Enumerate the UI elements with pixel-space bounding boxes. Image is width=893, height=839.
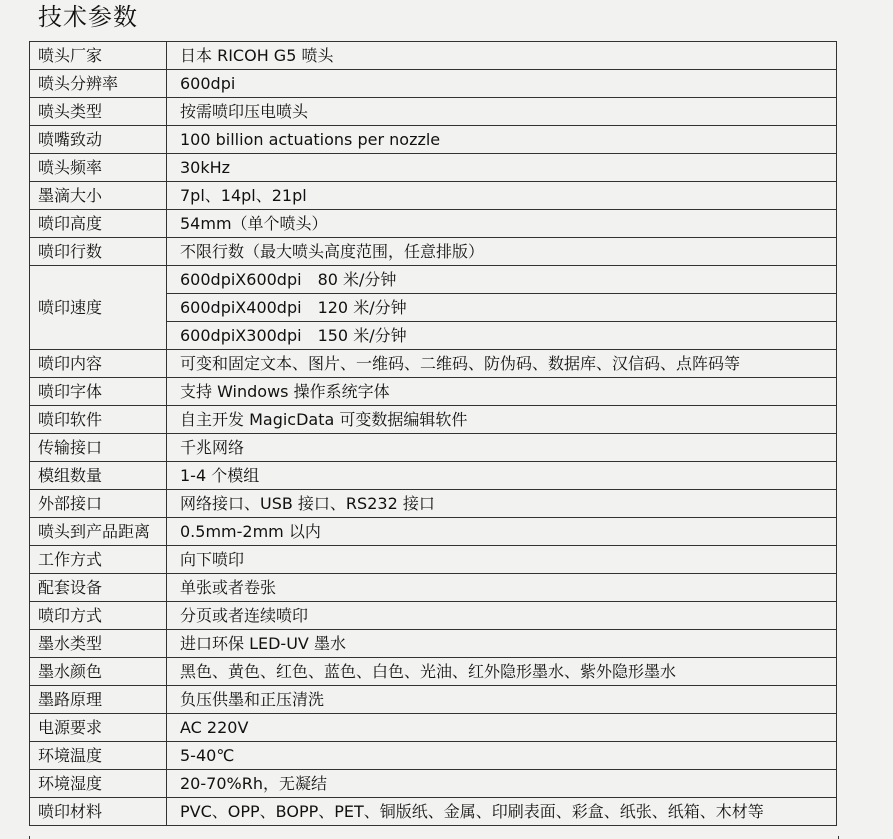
param-value: 自主开发 MagicData 可变数据编辑软件	[167, 406, 837, 434]
param-value: 网络接口、USB 接口、RS232 接口	[167, 490, 837, 518]
param-value: 1-4 个模组	[167, 462, 837, 490]
speed-option	[167, 294, 837, 322]
table-row	[30, 70, 837, 98]
speed-resolution: 600dpiX300dpi	[180, 325, 302, 345]
table-row	[30, 462, 837, 490]
table-row	[30, 350, 837, 378]
table-row	[30, 154, 837, 182]
table-row	[30, 518, 837, 546]
table-row	[30, 630, 837, 658]
table-row	[30, 98, 837, 126]
speed-resolution: 600dpiX400dpi	[180, 297, 302, 317]
table-row	[30, 490, 837, 518]
table-row	[30, 686, 837, 714]
param-name: 模组数量	[30, 462, 167, 490]
param-name: 配套设备	[30, 574, 167, 602]
page-title: 技术参数	[38, 3, 138, 31]
param-name: 传输接口	[30, 434, 167, 462]
param-name: 喷头类型	[30, 98, 167, 126]
table-row	[30, 742, 837, 770]
param-value: 单张或者卷张	[167, 574, 837, 602]
table-row	[30, 658, 837, 686]
param-value: 负压供墨和正压清洗	[167, 686, 837, 714]
param-name: 墨滴大小	[30, 182, 167, 210]
param-name: 喷印方式	[30, 602, 167, 630]
param-name-speed: 喷印速度	[30, 266, 167, 350]
param-value: 支持 Windows 操作系统字体	[167, 378, 837, 406]
table-row	[30, 406, 837, 434]
param-name: 墨水类型	[30, 630, 167, 658]
table-row	[30, 378, 837, 406]
param-value: 进口环保 LED-UV 墨水	[167, 630, 837, 658]
param-value: 日本 RICOH G5 喷头	[167, 42, 837, 70]
param-name: 墨路原理	[30, 686, 167, 714]
param-name: 喷印软件	[30, 406, 167, 434]
param-value: 20-70%Rh，无凝结	[167, 770, 837, 798]
param-name: 喷印高度	[30, 210, 167, 238]
param-name: 喷头厂家	[30, 42, 167, 70]
param-value: 按需喷印压电喷头	[167, 98, 837, 126]
param-value: 不限行数（最大喷头高度范围，任意排版）	[167, 238, 837, 266]
table-row	[30, 798, 837, 826]
table-row	[30, 182, 837, 210]
param-name: 电源要求	[30, 714, 167, 742]
param-name: 外部接口	[30, 490, 167, 518]
param-value: 600dpi	[167, 70, 837, 98]
param-value: AC 220V	[167, 714, 837, 742]
param-value: 5-40℃	[167, 742, 837, 770]
param-name: 喷印行数	[30, 238, 167, 266]
param-name: 喷印内容	[30, 350, 167, 378]
table-row	[30, 714, 837, 742]
speed-value: 150 米/分钟	[317, 325, 407, 345]
param-name: 喷头到产品距离	[30, 518, 167, 546]
param-value: 7pl、14pl、21pl	[167, 182, 837, 210]
param-value: 分页或者连续喷印	[167, 602, 837, 630]
param-name: 工作方式	[30, 546, 167, 574]
param-value: 千兆网络	[167, 434, 837, 462]
speed-value: 120 米/分钟	[317, 297, 407, 317]
table-row	[30, 574, 837, 602]
table-row	[30, 546, 837, 574]
table-row-speed	[30, 266, 837, 294]
table-row	[30, 238, 837, 266]
speed-resolution: 600dpiX600dpi	[180, 269, 302, 289]
table-row	[30, 42, 837, 70]
param-value: 黑色、黄色、红色、蓝色、白色、光油、红外隐形墨水、紫外隐形墨水	[167, 658, 837, 686]
spec-table	[29, 41, 837, 826]
param-name: 喷头频率	[30, 154, 167, 182]
param-name: 喷嘴致动	[30, 126, 167, 154]
param-name: 喷头分辨率	[30, 70, 167, 98]
table-row	[30, 126, 837, 154]
param-value: 向下喷印	[167, 546, 837, 574]
table-row	[30, 770, 837, 798]
param-value: 30kHz	[167, 154, 837, 182]
speed-option	[167, 322, 837, 350]
param-name: 环境湿度	[30, 770, 167, 798]
param-name: 喷印字体	[30, 378, 167, 406]
table-row	[30, 210, 837, 238]
param-value: 0.5mm-2mm 以内	[167, 518, 837, 546]
param-name: 喷印材料	[30, 798, 167, 826]
param-name: 环境温度	[30, 742, 167, 770]
table-row	[30, 434, 837, 462]
spec-table-body	[30, 42, 837, 826]
param-value: 100 billion actuations per nozzle	[167, 126, 837, 154]
param-name: 墨水颜色	[30, 658, 167, 686]
param-value: 54mm（单个喷头）	[167, 210, 837, 238]
table-row	[30, 602, 837, 630]
speed-value: 80 米/分钟	[317, 269, 397, 289]
speed-option	[167, 266, 837, 294]
param-value: 可变和固定文本、图片、一维码、二维码、防伪码、数据库、汉信码、点阵码等	[167, 350, 837, 378]
param-value: PVC、OPP、BOPP、PET、铜版纸、金属、印刷表面、彩盒、纸张、纸箱、木材等	[167, 798, 837, 826]
